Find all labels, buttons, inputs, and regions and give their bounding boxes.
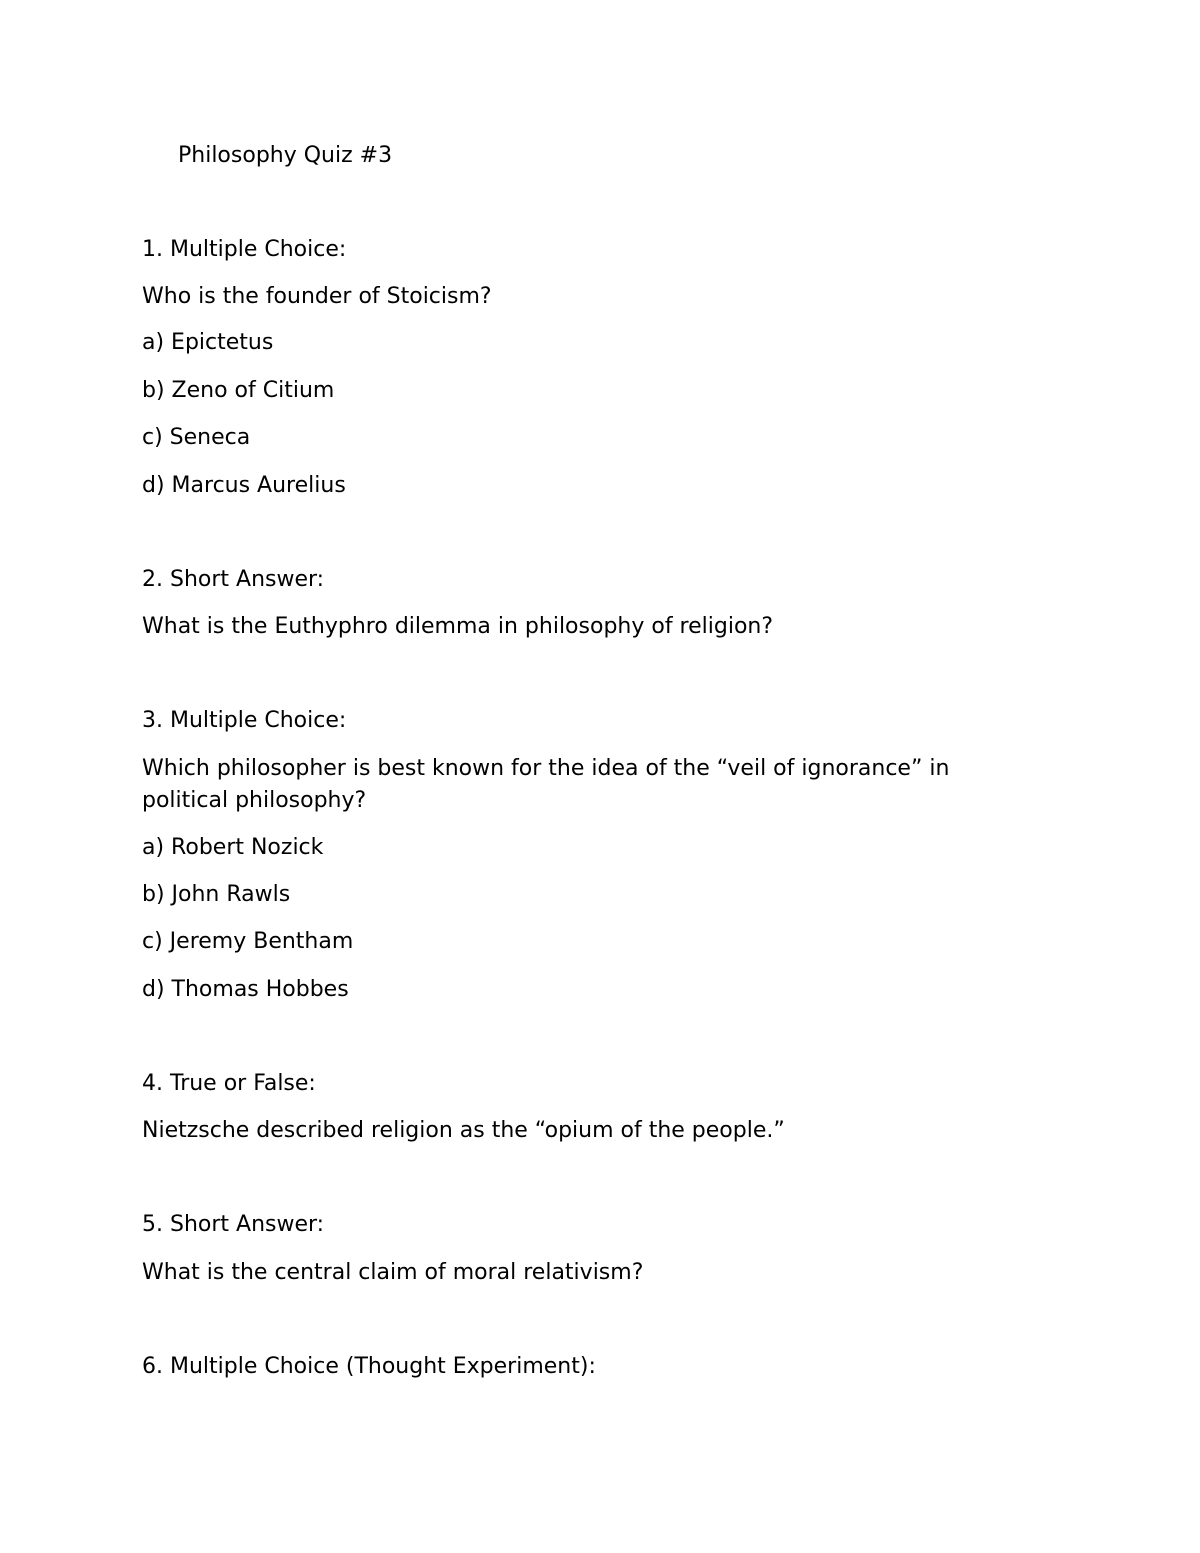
answer-option: c) Jeremy Bentham [142,929,354,954]
question-header: 5. Short Answer: [142,1212,325,1237]
question-prompt: Which philosopher is best known for the idea of the “veil of ignorance” in political philosophy? [142,756,950,813]
question-header: 1. Multiple Choice: [142,237,347,262]
answer-option: d) Thomas Hobbes [142,977,349,1002]
question-header: 3. Multiple Choice: [142,708,347,733]
answer-option: a) Epictetus [142,330,274,355]
question-header: 4. True or False: [142,1071,316,1096]
question-prompt: What is the central claim of moral relativism? [142,1260,644,1285]
question-prompt: What is the Euthyphro dilemma in philosophy of religion? [142,614,774,639]
question-header: 2. Short Answer: [142,567,325,592]
answer-option: a) Robert Nozick [142,835,324,860]
answer-option: b) Zeno of Citium [142,378,335,403]
answer-option: c) Seneca [142,425,251,450]
page-title: Philosophy Quiz #3 [178,143,393,168]
answer-option: b) John Rawls [142,882,291,907]
answer-option: d) Marcus Aurelius [142,473,346,498]
question-header: 6. Multiple Choice (Thought Experiment): [142,1354,596,1379]
question-prompt: Nietzsche described religion as the “opium of the people.” [142,1118,785,1143]
question-prompt: Who is the founder of Stoicism? [142,284,492,309]
